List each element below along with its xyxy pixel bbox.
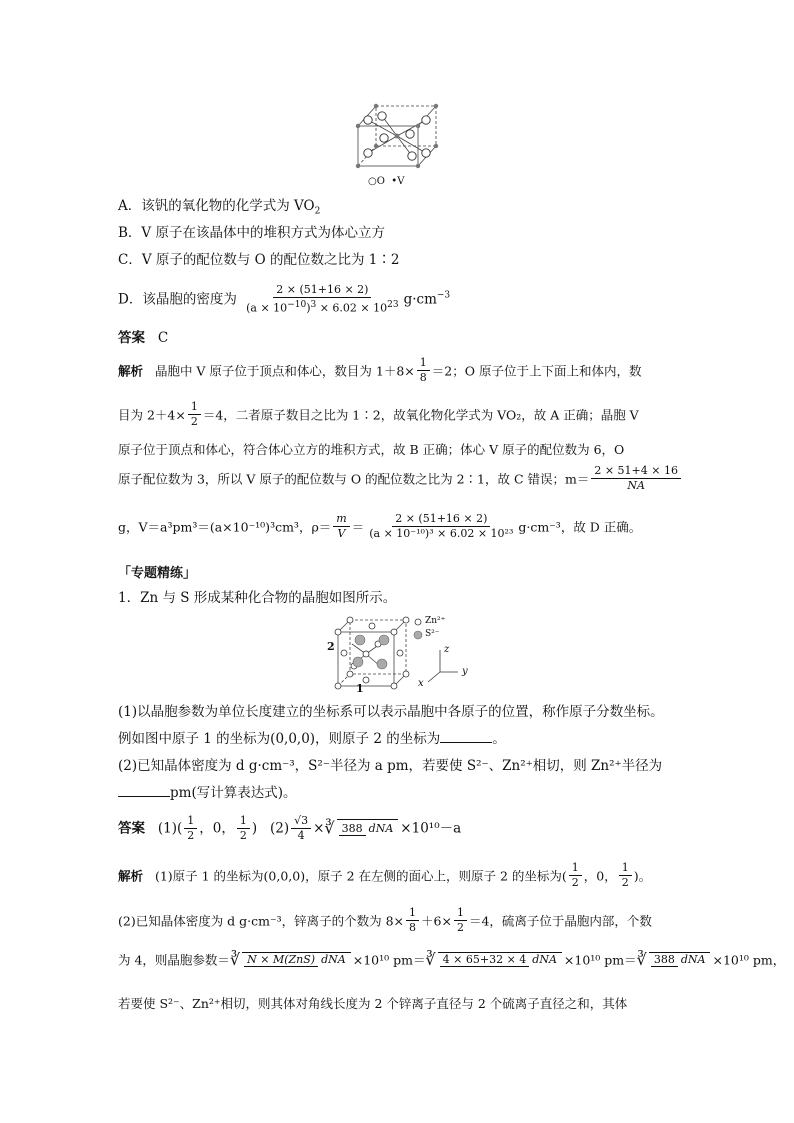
answer-blank-2[interactable] [118,784,170,797]
analysis2-line3: 为 4，则晶胞参数＝∛ N × M(ZnS) dNA ×10¹⁰ pm＝∛ 4 × 65+32 × 4 dNA ×10¹⁰ pm＝∛ 388 dNA ×10¹⁰ pm， [118,950,786,969]
axis-y-label: y [462,666,468,677]
cube-root-icon: ∛ [425,950,436,969]
section-title: 「专题精练」 [118,566,197,581]
bracket-close-icon: 」 [183,566,197,581]
axis-x-label: x [418,678,424,689]
v-atom-legend-icon: • [391,176,398,187]
option-d: D．该晶胞的密度为 $\frac{2 \times (51+16 \times 2)}{(a \times 10^{-10})^3 \times 6.02 \times 10^{23}}$ $g\cdot cm^{-3}$ [118,283,451,315]
figure1-legend: ○O •V [368,176,405,187]
o-atom-legend-icon: ○ [368,176,377,187]
cube-root-icon: ∛ [636,950,647,969]
option-c: C．V 原子的配位数与 O 的配位数之比为 1∶2 [118,252,400,268]
bracket-open-icon: 「 [118,566,132,581]
analysis2-line2: (2)已知晶体密度为 d g·cm⁻³，锌离子的个数为 8× $\frac{1}{8}$ ＋6× $\frac{1}{2}$ ＝4，硫离子位于晶胞内部，个数 [118,906,652,934]
q1-part2-line2: pm(写计算表达式)。 [118,784,296,802]
atom-1-label: 1 [356,682,364,695]
zns-unit-cell-figure [322,614,492,692]
analysis1-line1: 解析 晶胞中 V 原子位于顶点和体心，数目为 1＋8× $\frac{1}{8}$ ＝2；O 原子位于上下面上和体内，数 [118,356,642,384]
q1-part2-line1: (2)已知晶体密度为 d g·cm⁻³，S²⁻半径为 a pm，若要使 S²⁻、Zn²⁺相切，则 Zn²⁺半径为 [118,758,663,774]
analysis1-line3: 原子位于顶点和体心，符合体心立方的堆积方式，故 B 正确；体心 V 原子的配位数为 6，O [118,442,625,457]
analysis2-line4: 若要使 S²⁻、Zn²⁺相切，则其体对角线长度为 2 个锌离子直径与 2 个硫离子直径之和，其体 [118,996,628,1011]
vo2-unit-cell-figure [346,98,446,176]
answer-blank-1[interactable] [440,730,492,743]
cube-root-icon: ∛ [229,950,241,969]
option-a: A．该钒的氧化物的化学式为 $VO_2$ [118,198,321,217]
zn-legend-label: Zn²⁺ [425,616,446,626]
option-b: B．V 原子在该晶体中的堆积方式为体心立方 [118,225,385,241]
q1-part1-line1: (1)以晶胞参数为单位长度建立的坐标系可以表示晶胞中各原子的位置，称作原子分数坐标。 [118,704,664,720]
axis-z-label: z [444,644,450,655]
analysis1-line5: g，V＝a³pm³＝(a×10⁻¹⁰)³cm³，ρ＝ $\frac{m}{V}$ ＝ $\frac{2 \times (51+16 \times 2)}{\text{(a × 10⁻¹⁰)³ × 6.02 × 10²³}}$ g·cm⁻³，故 D 正确。 [118,512,642,540]
answer-label: 答案 [118,330,145,346]
answer-1: 答案 C [118,330,169,346]
analysis1-line2: 目为 2＋4× $\frac{1}{2}$ ＝4，二者原子数目之比为 1∶2，故氧化物化学式为 VO₂，故 A 正确；晶胞 V [118,400,639,428]
question1-stem: 1．Zn 与 S 形成某种化合物的晶胞如图所示。 [118,590,397,606]
q1-part1-line2: 例如图中原子 1 的坐标为(0,0,0)，则原子 2 的坐标为 。 [118,731,506,747]
s-legend-label: S²⁻ [425,629,440,639]
cube-root-icon: ∛ [324,818,335,838]
analysis1-line4: 原子配位数为 3，所以 V 原子的配位数与 O 的配位数之比为 2∶1，故 C 错误；m＝ $\frac{2 \times 51+4 \times 16}{NA}$ [118,464,683,493]
atom-2-label: 2 [327,640,335,653]
answer-2: 答案 (1)( $\frac{1}{2}$ ，0， $\frac{1}{2}$ ) (2) $\frac{√3}{4}$ ×∛ 388 dNA ×10¹⁰－a [118,814,462,842]
analysis2-line1: 解析 (1)原子 1 的坐标为(0,0,0)，原子 2 在左侧的面心上，则原子 2 的坐标为( $\frac{1}{2}$ ，0， $\frac{1}{2}$ )。 [118,861,652,889]
